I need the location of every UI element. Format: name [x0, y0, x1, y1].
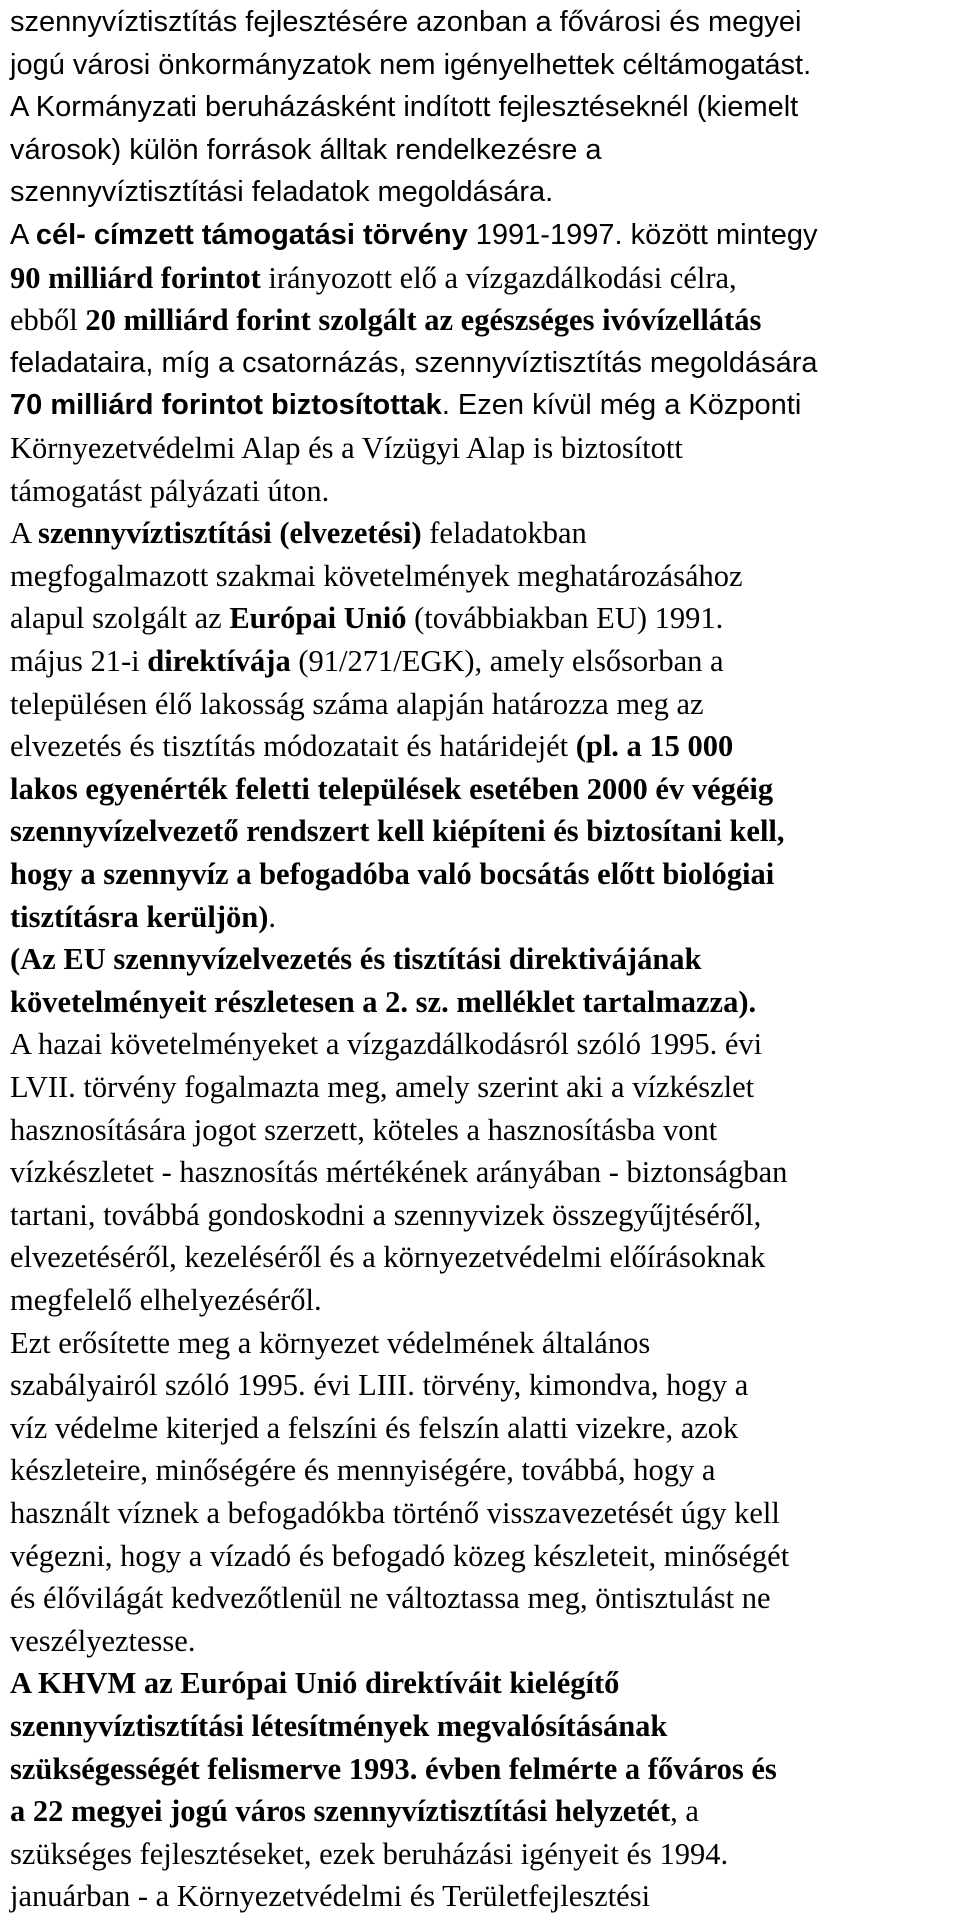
bold-text-segment: (Az EU szennyvízelvezetés és tisztítási direktivájának: [10, 942, 702, 977]
text-line: [10, 1876, 650, 1916]
text-segment: jogú városi önkormányzatok nem igényelhettek céltámogatást.: [10, 48, 812, 81]
text-segment: 1991-1997. között mintegy: [467, 219, 818, 251]
bold-text-segment: lakos egyenérték feletti települések esetében 2000 év végéig: [10, 771, 774, 806]
text-line: [10, 172, 553, 212]
text-line: [10, 726, 733, 766]
text-line: [10, 684, 704, 724]
text-line: [10, 1791, 699, 1831]
text-line: [10, 556, 743, 596]
text-segment: víz védelme kiterjed a felszíni és felszín alatti vizekre, azok: [10, 1410, 739, 1445]
text-segment: hasznosítására jogot szerzett, köteles a hasznosításba vont: [10, 1112, 718, 1147]
text-line: [10, 1195, 761, 1235]
text-segment: (továbbiakban EU) 1991.: [406, 601, 724, 636]
bold-text-segment: 20 milliárd forint szolgált az egészséges ivóvízellátás: [85, 303, 762, 338]
text-line: [10, 1706, 667, 1746]
bold-text-segment: hogy a szennyvíz a befogadóba való bocsátás előtt biológiai: [10, 857, 775, 891]
text-segment: használt víznek a befogadókba történő visszavezetését úgy kell: [10, 1496, 780, 1530]
text-line: [10, 939, 702, 979]
text-line: [10, 1749, 777, 1789]
text-line: [10, 2, 801, 42]
text-segment: május 21-i: [10, 644, 148, 678]
text-line: [10, 300, 761, 340]
text-segment: januárban - a Környezetvédelmi és Területfejlesztési: [10, 1879, 651, 1914]
text-segment: tartani, továbbá gondoskodni a szennyvizek összegyűjtéséről,: [10, 1197, 762, 1232]
text-segment: A hazai követelményeket a vízgazdálkodásról szóló 1995. évi: [10, 1027, 763, 1062]
text-segment: elvezetés és tisztítás módozatait és határidejét: [10, 729, 576, 764]
text-segment: (91/271/EGK), amely elsősorban a: [290, 644, 724, 678]
bold-text-segment: követelményeit részletesen a 2. sz. melléklet tartalmazza).: [10, 984, 757, 1019]
text-line: [10, 1408, 738, 1448]
text-line: [10, 471, 329, 511]
text-line: [10, 811, 785, 851]
text-line: [10, 982, 756, 1022]
text-segment: szabályairól szóló 1995. évi LIII. törvény, kimondva, hogy a: [10, 1368, 749, 1403]
text-line: [10, 428, 683, 468]
text-line: [10, 1067, 754, 1107]
text-segment: A: [10, 516, 38, 551]
text-line: [10, 641, 724, 681]
text-segment: végezni, hogy a vízadó és befogadó közeg készleteit, minőségét: [10, 1538, 790, 1573]
text-line: [10, 1365, 748, 1405]
text-segment: , a: [670, 1794, 699, 1829]
bold-text-segment: Európai Unió: [229, 601, 407, 636]
text-segment: megfogalmazott szakmai követelmények meghatározásához: [10, 558, 743, 593]
text-segment: A: [10, 219, 36, 251]
text-line: [10, 1323, 650, 1363]
text-line: [10, 215, 818, 255]
text-line: [10, 1280, 322, 1320]
text-segment: alapul szolgált az: [10, 601, 230, 636]
text-line: [10, 87, 798, 127]
bold-text-segment: 90 milliárd forintot: [10, 260, 261, 295]
bold-text-segment: A KHVM az Európai Unió direktíváit kielégítő: [10, 1666, 620, 1701]
text-line: [10, 1152, 787, 1192]
bold-text-segment: direktívája: [147, 644, 291, 678]
text-line: [10, 385, 801, 425]
text-line: [10, 1493, 780, 1533]
text-segment: Ezt erősítette meg a környezet védelmének általános: [10, 1325, 651, 1360]
bold-text-segment: (pl. a 15 000: [575, 729, 734, 764]
text-segment: és élővilágát kedvezőtlenül ne változtassa meg, öntisztulást ne: [10, 1581, 771, 1616]
text-line: [10, 1578, 771, 1618]
text-segment: készleteire, minőségére és mennyiségére, továbbá, hogy a: [10, 1453, 716, 1488]
text-segment: szennyvíztisztítás fejlesztésére azonban a fővárosi és megyei: [10, 6, 802, 38]
bold-text-segment: szennyvíztisztítási (elvezetési): [37, 516, 422, 551]
text-line: [10, 598, 723, 638]
text-line: [10, 1536, 789, 1576]
text-line: [10, 1450, 715, 1490]
text-line: [10, 130, 602, 170]
text-segment: szükséges fejlesztéseket, ezek beruházási igényeit és 1994.: [10, 1836, 729, 1871]
bold-text-segment: a 22 megyei jogú város szennyvíztisztítási helyzetét: [10, 1794, 671, 1829]
text-line: [10, 513, 587, 553]
bold-text-segment: szennyvízelvezető rendszert kell kiépíteni és biztosítani kell,: [10, 814, 785, 849]
bold-text-segment: cél- címzett támogatási törvény: [35, 219, 468, 251]
text-segment: A Kormányzati beruházásként indított fejlesztéseknél (kiemelt: [10, 91, 799, 124]
text-line: [10, 1663, 619, 1703]
text-line: [10, 258, 737, 298]
text-segment: . Ezen kívül még a Központi: [441, 389, 802, 422]
text-segment: településen élő lakosság száma alapján határozza meg az: [10, 686, 704, 721]
text-line: [10, 897, 276, 937]
text-line: [10, 1024, 762, 1064]
text-line: [10, 1110, 717, 1150]
text-segment: feladataira, míg a csatornázás, szennyvíztisztítás megoldására: [10, 346, 818, 379]
text-line: [10, 45, 811, 85]
text-segment: megfelelő elhelyezéséről.: [10, 1283, 322, 1317]
text-line: [10, 769, 773, 809]
text-line: [10, 1237, 765, 1277]
text-segment: városok) külön források álltak rendelkezésre a: [10, 133, 602, 166]
text-segment: támogatást pályázati úton.: [10, 473, 330, 508]
text-segment: szennyvíztisztítási feladatok megoldására.: [10, 176, 554, 209]
text-line: [10, 343, 818, 383]
bold-text-segment: 70 milliárd forintot biztosítottak: [10, 389, 442, 422]
bold-text-segment: szennyvíztisztítási létesítmények megvalósításának: [10, 1709, 668, 1743]
text-segment: irányozott elő a vízgazdálkodási célra,: [260, 260, 737, 295]
text-segment: Környezetvédelmi Alap és a Vízügyi Alap is biztosított: [10, 431, 683, 465]
text-segment: LVII. törvény fogalmazta meg, amely szerint aki a vízkészlet: [10, 1070, 755, 1104]
text-segment: .: [268, 899, 276, 934]
text-segment: feladatokban: [421, 516, 587, 551]
bold-text-segment: tisztításra kerüljön): [10, 899, 269, 934]
text-line: [10, 854, 774, 894]
text-line: [10, 1834, 728, 1874]
text-segment: ebből: [10, 303, 86, 338]
text-segment: veszélyeztesse.: [10, 1623, 196, 1658]
text-line: [10, 1621, 195, 1661]
bold-text-segment: szükségességét felismerve 1993. évben felmérte a főváros és: [10, 1751, 777, 1786]
text-segment: elvezetéséről, kezeléséről és a környezetvédelmi előírásoknak: [10, 1240, 766, 1275]
text-segment: vízkészletet - hasznosítás mértékének arányában - biztonságban: [10, 1155, 788, 1190]
